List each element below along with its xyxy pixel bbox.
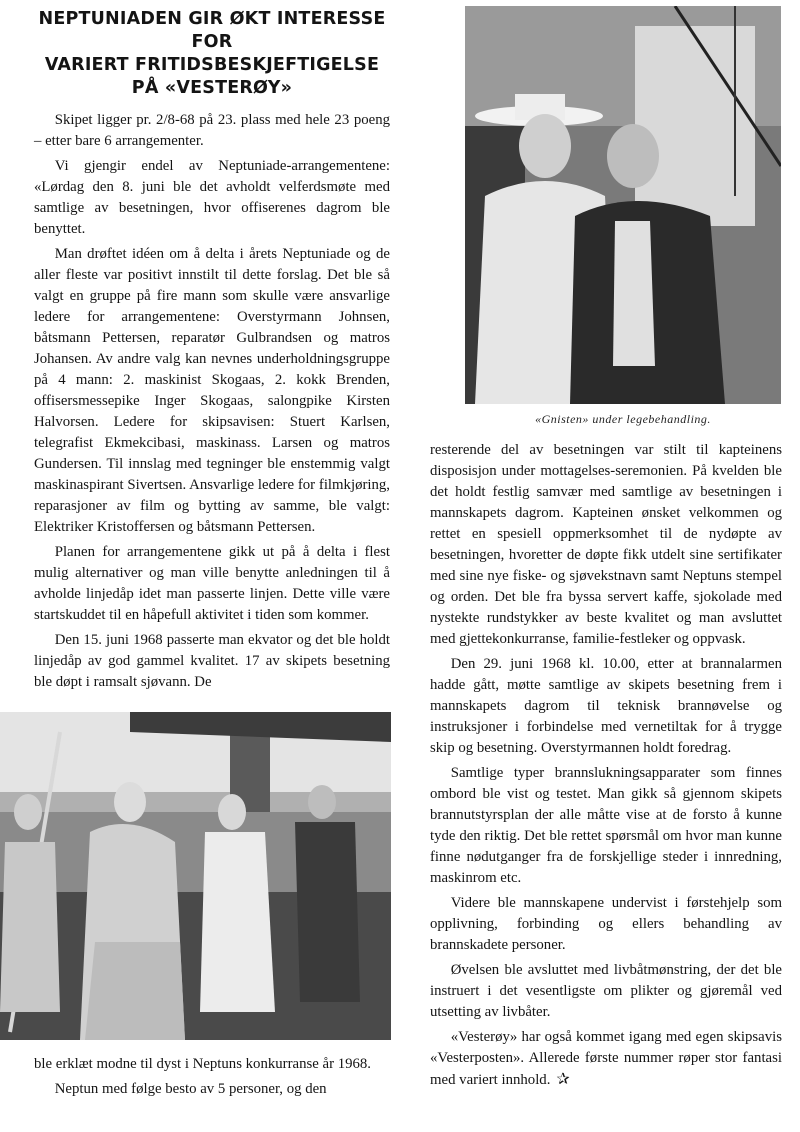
end-star-icon: ✰ — [556, 1071, 570, 1088]
photo-line-crossing-image — [0, 712, 391, 1040]
newspaper-text: «Vesterøy» har også kommet igang med egen skipsavis «Vesterposten». Allerede første nummer røper stor fantasi med variert innhold. — [430, 1029, 782, 1088]
photo-gnisten-image — [465, 6, 781, 404]
paragraph-continuation: ble erklæt modne til dyst i Neptuns konkurranse år 1968. — [34, 1056, 371, 1072]
paragraph-equator: Den 15. juni 1968 passerte man ekvator og det ble holdt linjedåp av god gammel kvalitet. 17 av skipets besetning ble døpt i ramsalt sjøvann. De — [34, 632, 390, 690]
photo-caption: «Gnisten» under legebehandling. — [535, 412, 711, 426]
right-column — [430, 440, 782, 1091]
paragraph-reception: resterende del av besetningen var stilt til kapteinens disposisjon under mottagelses-seremonien. På kvelden ble det holdt festlig samvær med samtlige av besetningen i mannskapets dagrom. Kapteinen ønsket velkommen og rettet en spesiell oppmerksomhet til de nydøpte av besetningen, hvoretter de døpte fikk utdelt sine sertifikater med sine nye fiske- og sjøvekstnavn samt Neptuns stempel og orden. Det ble fra byssa servert kaffe, sjokolade med nystekte rundstykker av beste kvalitet og man avsluttet med gjettekonkurranse, familie-festleker og oppvask. — [430, 442, 782, 647]
headline-line-3: PÅ «VESTERØY» — [131, 78, 293, 98]
paragraph-plan: Planen for arrangementene gikk ut på å delta i flest mulig alternativer og man ville benytte anledningen til å avholde linjedåp idet man passerte linjen. Dette ville være startskuddet til en håpefull aktivitet i tiden som kommer. — [34, 544, 390, 623]
paragraph-standing: Skipet ligger pr. 2/8-68 på 23. plass med hele 23 poeng – etter bare 6 arrangementer. — [34, 112, 390, 149]
photo-line-crossing — [0, 712, 391, 1040]
paragraph-extinguishers: Samtlige typer brannslukningsapparater som finnes ombord ble vist og testet. Man gikk så gjennom skipets brannutstyrsplan der alle måtte vise at de forsto å kunne tyde den riktig. Det ble rettet spørsmål om hvor man kunne finne nødutganger fra de forskjellige steder i innredning, maskinrom etc. — [430, 765, 782, 886]
paragraph-newspaper — [430, 1027, 782, 1091]
bottom-left-text — [34, 1054, 390, 1100]
article-headline — [34, 8, 390, 100]
headline-line-2: VARIERT FRITIDSBESKJEFTIGELSE — [44, 55, 380, 75]
left-column — [34, 8, 390, 693]
paragraph-fire-drill: Den 29. juni 1968 kl. 10.00, etter at brannalarmen hadde gått, møtte samtlige av skipets besetning frem i mannskapets dagrom til teknisk brannøvelse og instruksjoner i forbindelse med vernetiltak for å trygge skip og besetning. Overstyrmannen holdt foredrag. — [430, 656, 782, 756]
paragraph-meeting: Man drøftet idéen om å delta i årets Neptuniade og de aller fleste var positivt innstilt til dette forslag. Det ble så valgt en gruppe på fire mann som skulle være ansvarlige ledere for arrangementene: Overstyrmann Johnsen, båtsmann Pettersen, reparatør Gulbrandsen og matros Johansen. Av andre valg kan nevnes underholdningsgruppe på 4 mann: 2. maskinist Skogaas, 2. kokk Brenden, offisersmessepike Inger Skogaas, salongpike Kirsten Halvorsen. Ledere for skipsavisen: Stuert Karlsen, telegrafist Ekmekcibasi, maskinass. Larsen og matros Gundersen. Til innslag med tegninger ble enstemmig valgt maskinaspirant Sivertsen. Ansvarlige ledere for filmkjøring, reparasjoner av film og bytting av samme, ble valgt: Elektriker Kristoffersen og båtsmann Pettersen. — [34, 246, 390, 535]
paragraph-lifeboat: Øvelsen ble avsluttet med livbåtmønstring, der det ble instruert i det vesentligste om plikter og gjøremål ved utsetting av livbåter. — [430, 962, 782, 1020]
paragraph-first-aid: Videre ble mannskapene undervist i førstehjelp som opplivning, forbinding og ellers behandling av brannskadete personer. — [430, 895, 782, 953]
paragraph-intro: Vi gjengir endel av Neptuniade-arrangementene: «Lørdag den 8. juni ble det avholdt velferdsmøte med samtlige av besetningen, hvor offiserenes dagrom ble benyttet. — [34, 158, 390, 237]
photo-gnisten — [465, 6, 781, 404]
headline-line-1: NEPTUNIADEN GIR ØKT INTERESSE FOR — [38, 9, 386, 52]
paragraph-neptun: Neptun med følge besto av 5 personer, og den — [54, 1081, 327, 1097]
